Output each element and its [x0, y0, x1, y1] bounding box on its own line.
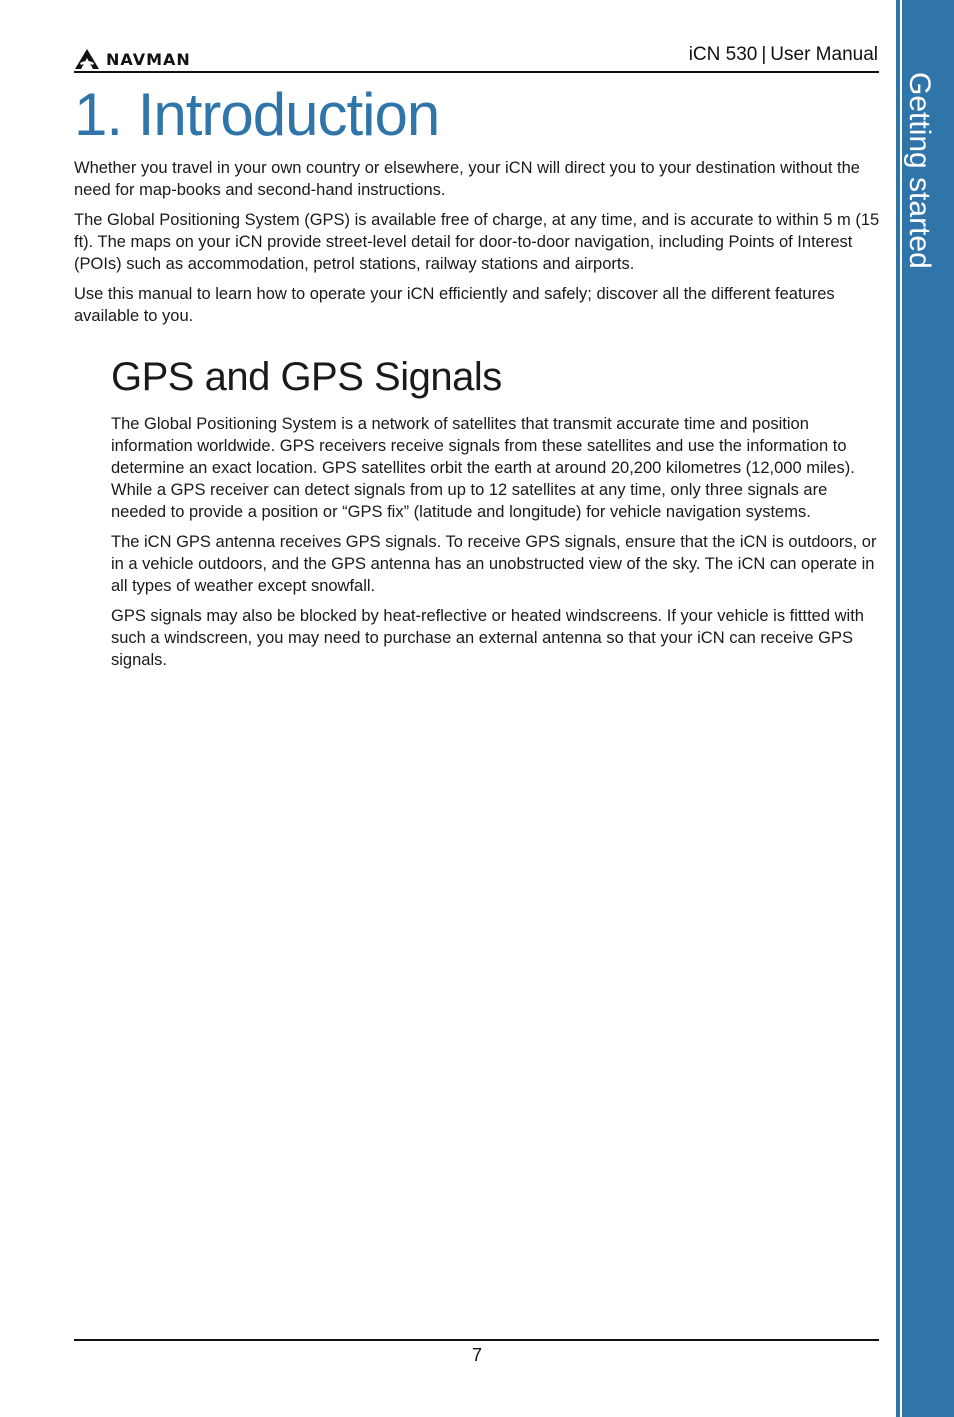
intro-paragraph: Whether you travel in your own country or elsewhere, your iCN will direct you to your destination without the need for map-books and second-hand instructions.	[74, 159, 860, 199]
section-side-tab	[896, 0, 954, 1417]
page-number: 7	[471, 1345, 482, 1365]
section-paragraph: The iCN GPS antenna receives GPS signals. To receive GPS signals, ensure that the iCN is outdoors, or in a vehicle outdoors, and the GPS antenna has an unobstructed view of the sky. The iCN can operate in all types of weather except snowfall.	[111, 533, 877, 595]
section-text	[111, 413, 877, 679]
brand-logo	[74, 46, 191, 72]
model-name: iCN 530	[688, 44, 758, 65]
manual-title	[689, 44, 878, 66]
manual-label: User Manual	[770, 44, 878, 65]
chapter-title: 1. Introduction	[74, 81, 440, 148]
section-paragraph: The Global Positioning System is a network of satellites that transmit accurate time and position information worldwide. GPS receivers receive signals from these satellites and use the information to determine an exact location. GPS satellites orbit the earth at around 20,200 kilometres (12,000 miles). While a GPS receiver can detect signals from up to 12 satellites at any time, only three signals are needed to provide a position or “GPS fix” (latitude and longitude) for vehicle navigation systems.	[111, 415, 855, 521]
side-tab-label: Getting started	[903, 72, 936, 269]
section-paragraph: GPS signals may also be blocked by heat-reflective or heated windscreens. If your vehicle is fittted with such a windscreen, you may need to purchase an external antenna so that your iCN can receive GPS signals.	[111, 607, 864, 669]
intro-paragraph: The Global Positioning System (GPS) is available free of charge, at any time, and is accurate to within 5 m (15 ft). The maps on your iCN provide street-level detail for door-to-door navigation, including Points of Interest (POIs) such as accommodation, petrol stations, railway stations and airports.	[74, 211, 880, 273]
section-title: GPS and GPS Signals	[111, 355, 502, 399]
brand-name: NAVMAN	[106, 49, 191, 69]
intro-paragraph: Use this manual to learn how to operate your iCN efficiently and safely; discover all the different features available to you.	[74, 285, 835, 325]
header-rule	[74, 71, 879, 73]
footer-rule	[74, 1339, 879, 1341]
title-separator: |	[761, 44, 767, 65]
navman-logo-icon	[74, 48, 100, 70]
intro-text	[74, 157, 884, 335]
